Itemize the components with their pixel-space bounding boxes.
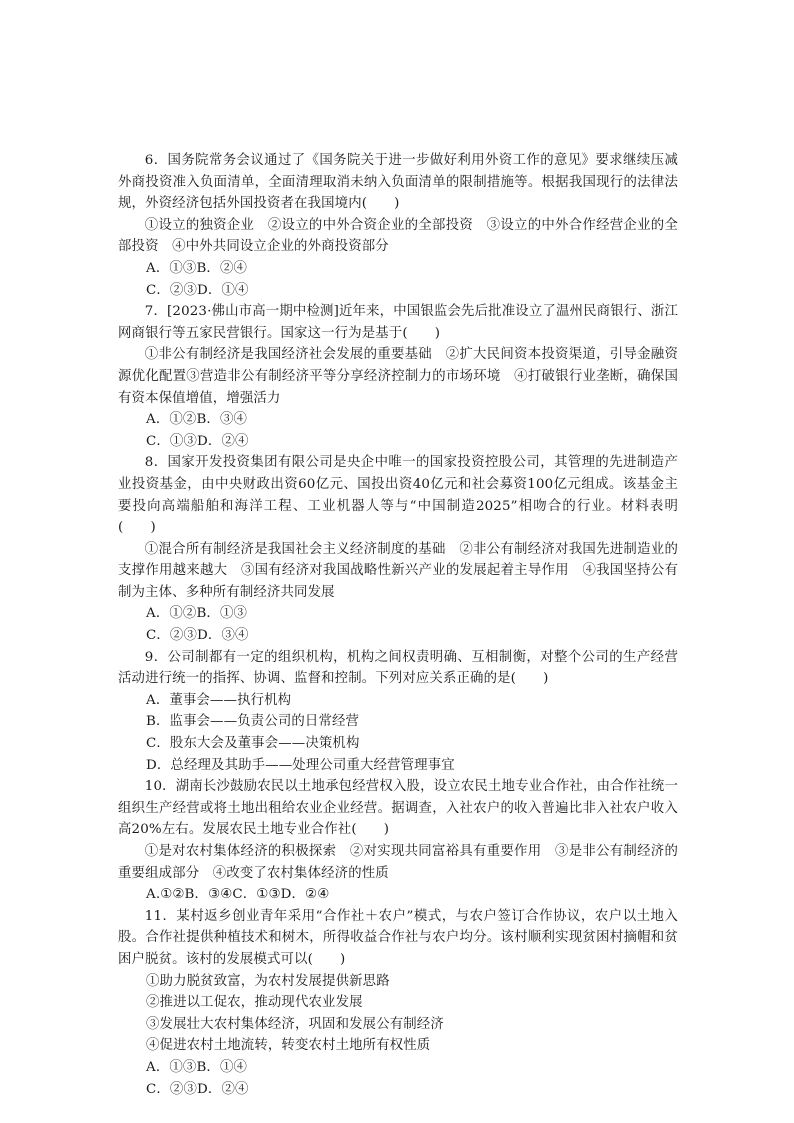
question-statement: ①助力脱贫致富，为农村发展提供新思路 [146, 973, 390, 989]
answer-choices: A.①②B．③④C．①③D．②④ [146, 887, 330, 903]
question-statement: ③发展壮大农村集体经济，巩固和发展公有制经济 [146, 1016, 444, 1032]
answer-choices: A．①②B．③④ [146, 412, 248, 428]
question-11 [118, 906, 678, 1100]
question-statements: ①非公有制经济是我国经济社会发展的重要基础 ②扩大民间资本投资渠道，引导金融资源优化配置③营造非公有制经济平等分享经济控制力的市场环境 ④打破银行业垄断，确保国有资本保值增值，增强活力 [118, 347, 678, 406]
answer-choices: C．②③D．①④ [146, 282, 249, 298]
question-statements: ①设立的独资企业 ②设立的中外合资企业的全部投资 ③设立的中外合作经营企业的全部投资 ④中外共同设立企业的外商投资部分 [118, 217, 678, 255]
question-stem: 11．某村返乡创业青年采用“合作社＋农户”模式，与农户签订合作协议，农户以土地入股。合作社提供种植技术和树木，所得收益合作社与农户均分。该村顺利实现贫困村摘帽和贫困户脱贫。该村的发展模式可以( ) [118, 908, 678, 967]
question-statements: ①是对农村集体经济的积极探索 ②对实现共同富裕具有重要作用 ③是非公有制经济的重要组成部分 ④改变了农村集体经济的性质 [118, 844, 678, 881]
answer-choice: C．股东大会及董事会——决策机构 [146, 736, 360, 752]
answer-choice: B．监事会——负责公司的日常经营 [146, 714, 360, 730]
answer-choices: C．②③D．②④ [146, 1081, 249, 1097]
answer-choices: C．①③D．②④ [146, 433, 249, 449]
question-stem: 6．国务院常务会议通过了《国务院关于进一步做好利用外资工作的意见》要求继续压减外商投资准入负面清单，全面清理取消未纳入负面清单的限制措施等。根据我国现行的法律法规，外资经济包括外国投资者在我国境内( ) [118, 153, 678, 212]
question-6 [118, 150, 678, 301]
answer-choices: A．①③B．①④ [146, 1059, 248, 1075]
question-statement: ④促进农村土地流转，转变农村土地所有权性质 [146, 1038, 431, 1054]
answer-choices: A．①③B．②④ [146, 260, 248, 276]
question-8 [118, 452, 678, 646]
answer-choice: D．总经理及其助手——处理公司重大经营管理事宜 [146, 757, 455, 773]
document-page [118, 150, 678, 1100]
question-stem: 7．[2023·佛山市高一期中检测]近年来，中国银监会先后批准设立了温州民商银行、浙江网商银行等五家民营银行。国家这一行为是基于( ) [118, 304, 678, 341]
question-stem: 8．国家开发投资集团有限公司是央企中唯一的国家投资控股公司，其管理的先进制造产业投资基金，由中央财政出资60亿元、国投出资40亿元和社会募资100亿元组成。该基金主要投向高端船舶和海洋工程、工业机器人等与“中国制造2025”相吻合的行业。材料表明( ) [118, 455, 678, 536]
question-statements: ①混合所有制经济是我国社会主义经济制度的基础 ②非公有制经济对我国先进制造业的支撑作用越来越大 ③国有经济对我国战略性新兴产业的发展起着主导作用 ④我国坚持公有制为主体、多种所有制经济共同发展 [118, 541, 678, 600]
answer-choice: A．董事会——执行机构 [146, 692, 292, 708]
question-statement: ②推进以工促农，推动现代农业发展 [146, 995, 363, 1011]
question-stem: 9．公司制都有一定的组织机构，机构之间权责明确、互相制衡，对整个公司的生产经营活动进行统一的指挥、协调、监督和控制。下列对应关系正确的是( ) [118, 649, 678, 687]
question-9 [118, 647, 678, 777]
question-10 [118, 776, 678, 906]
question-7 [118, 301, 678, 452]
question-stem: 10．湖南长沙鼓励农民以土地承包经营权入股，设立农民土地专业合作社，由合作社统一组织生产经营或将土地出租给农业企业经营。据调查，入社农户的收入普遍比非入社农户收入高20%左右。发展农民土地专业合作社( ) [118, 779, 678, 838]
answer-choices: A．①②B．①③ [146, 606, 248, 622]
answer-choices: C．②③D．③④ [146, 628, 249, 644]
